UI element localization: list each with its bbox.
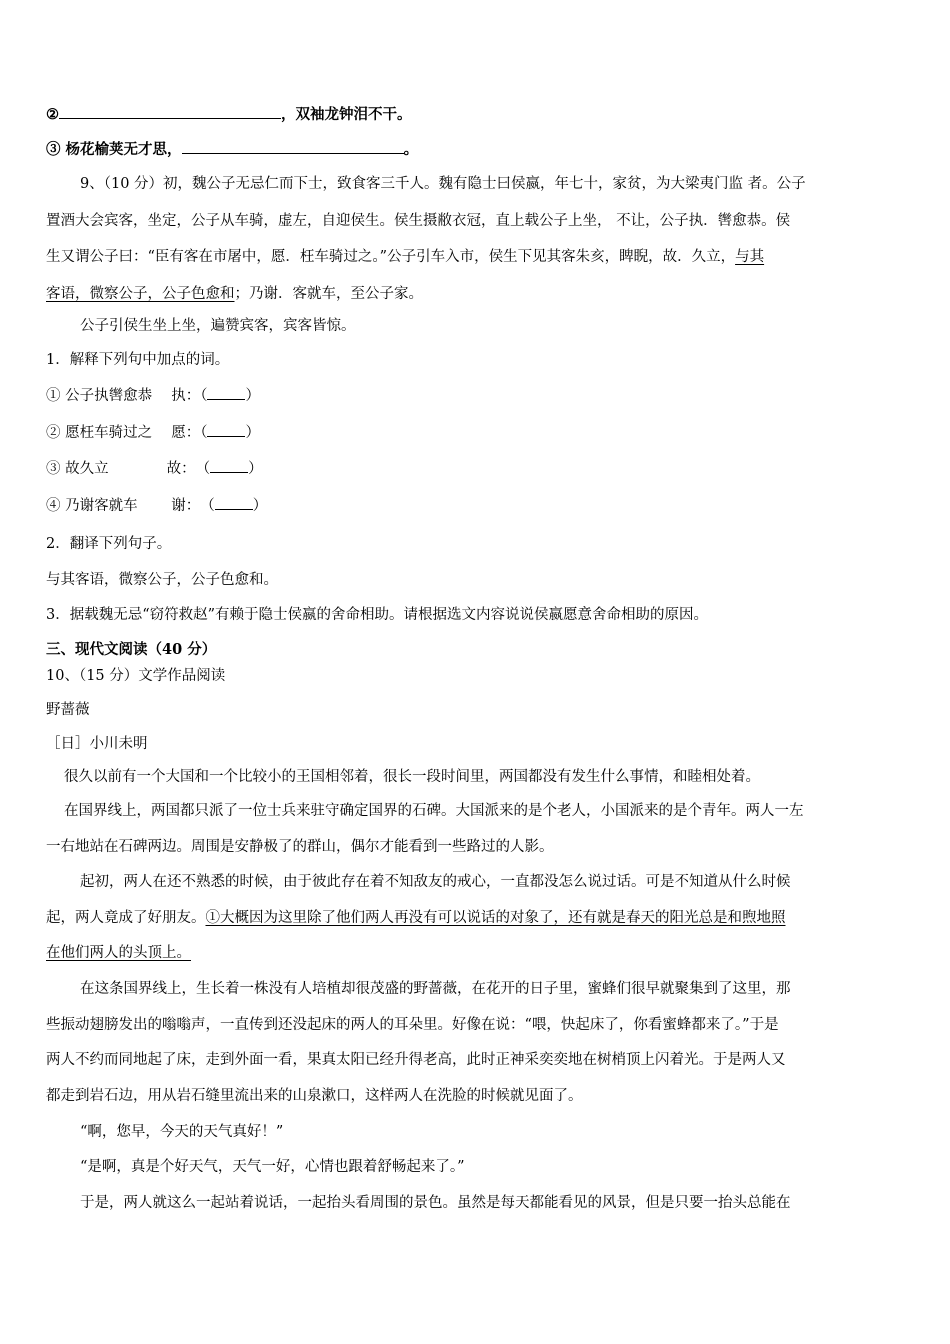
story-line [46, 943, 191, 963]
poem-line-3-prefix: ③ 杨花榆荚无才思， [46, 141, 182, 158]
item-text: ① 公子执辔愈恭 执：（ [46, 388, 208, 404]
poem-line-2 [46, 104, 412, 125]
story-title: 野蔷薇 [46, 702, 90, 718]
answer-blank[interactable] [207, 386, 245, 400]
q9-task-3: 3．据载魏无忌“窃符救赵”有赖于隐士侯嬴的舍命相助。请根据选文内容说说侯嬴愿意舍命相助的原因。 [46, 607, 709, 623]
story-line: 于是，两人就这么一起站着说话，一起抬头看周围的景色。虽然是每天都能看见的风景，但是只要一抬头总能在 [80, 1195, 791, 1211]
story-line: 两人不约而同地起了床，走到外面一看，果真太阳已经升得老高，此时正神采奕奕地在树梢顶上闪着光。于是两人又 [46, 1052, 786, 1068]
q9-task-1: 1．解释下列句中加点的词。 [46, 352, 230, 368]
story-underlined-sentence: 在他们两人的头顶上。 [46, 945, 191, 961]
story-underlined-sentence: ①大概因为这里除了他们两人再没有可以说话的对象了，还有就是春天的阳光总是和煦地照 [205, 910, 786, 926]
q9-item-2 [46, 423, 260, 443]
item-text: ④ 乃谢客就车 谢： （ [46, 498, 215, 514]
answer-blank[interactable] [182, 139, 404, 154]
story-line: “啊，您早，今天的天气真好！” [80, 1124, 284, 1140]
story-line: “是啊，真是个好天气，天气一好，心情也跟着舒畅起来了。” [80, 1159, 465, 1175]
story-line: 起初，两人在还不熟悉的时候，由于彼此存在着不知敌友的戒心，一直都没怎么说过话。可是不知道从什么时候 [80, 874, 791, 890]
poem-line-2-text: ，双袖龙钟泪不干。 [281, 106, 412, 123]
q9-item-3 [46, 459, 263, 479]
answer-blank[interactable] [210, 459, 248, 473]
answer-blank[interactable] [207, 423, 245, 437]
q9-intro: 9、（10 分）初，魏公子无忌仁而下士，致食客三千人。魏有隐士曰侯嬴，年七十，家贫，为大梁夷门监 者。公子 [80, 176, 806, 192]
q9-text-line: 置酒大会宾客，坐定，公子从车骑，虚左，自迎侯生。侯生摄敝衣冠，直上载公子上坐， 不让，公子执．辔愈恭。侯 [46, 213, 791, 229]
item-close: ） [248, 461, 263, 477]
story-line [46, 908, 786, 928]
story-line: 在这条国界线上，生长着一株没有人培植却很茂盛的野蔷薇，在花开的日子里，蜜蜂们很早就聚集到了这里，那 [80, 981, 791, 997]
q9-text-segment: ；乃谢．客就车，至公子家。 [234, 286, 423, 302]
q9-underlined-segment: 与其 [735, 249, 765, 265]
q9-task-2-sentence: 与其客语，微察公子，公子色愈和。 [46, 572, 278, 588]
story-line: 在国界线上，两国都只派了一位士兵来驻守确定国界的石碑。大国派来的是个老人，小国派来的是个青年。两人一左 [64, 803, 804, 819]
item-text: ② 愿枉车骑过之 愿：（ [46, 425, 208, 441]
q10-heading: 10、（15 分）文学作品阅读 [46, 668, 226, 684]
story-segment: 起，两人竟成了好朋友。 [46, 910, 206, 926]
item-close: ） [245, 388, 260, 404]
q9-task-2: 2．翻译下列句子。 [46, 536, 172, 552]
q9-text-line [46, 247, 764, 267]
story-line: 一右地站在石碑两边。周围是安静极了的群山，偶尔才能看到一些路过的人影。 [46, 839, 554, 855]
q9-item-1 [46, 386, 260, 406]
q9-item-4 [46, 496, 267, 516]
story-line: 都走到岩石边，用从岩石缝里流出来的山泉漱口，这样两人在洗脸的时候就见面了。 [46, 1088, 583, 1104]
item-close: ） [252, 498, 268, 514]
story-line: 很久以前有一个大国和一个比较小的王国相邻着，很长一段时间里，两国都没有发生什么事情，和睦相处着。 [64, 769, 760, 785]
q9-text-line [46, 284, 423, 304]
story-line: 些振动翅膀发出的嗡嗡声，一直传到还没起床的两人的耳朵里。好像在说：“喂，快起床了，你看蜜蜂都来了。”于是 [46, 1017, 779, 1033]
item-close: ） [245, 425, 260, 441]
q9-underlined-segment: 客语，微察公子，公子色愈和 [46, 286, 235, 302]
section-heading: 三、现代文阅读（40 分） [46, 641, 217, 658]
answer-blank[interactable] [59, 104, 281, 119]
item-text: ③ 故久立 故： （ [46, 461, 211, 477]
poem-marker-2: ② [46, 106, 59, 123]
poem-line-3-suffix: 。 [403, 141, 419, 158]
poem-line-3 [46, 139, 418, 160]
q9-text-line: 公子引侯生坐上坐，遍赞宾客，宾客皆惊。 [80, 318, 356, 334]
q9-text-segment: 生又谓公子曰：“臣有客在市屠中，愿．枉车骑过之。”公子引车入市，侯生下见其客朱亥，睥睨，故．久立， [46, 249, 736, 265]
story-author: ［日］小川未明 [46, 736, 148, 752]
answer-blank[interactable] [215, 496, 253, 510]
